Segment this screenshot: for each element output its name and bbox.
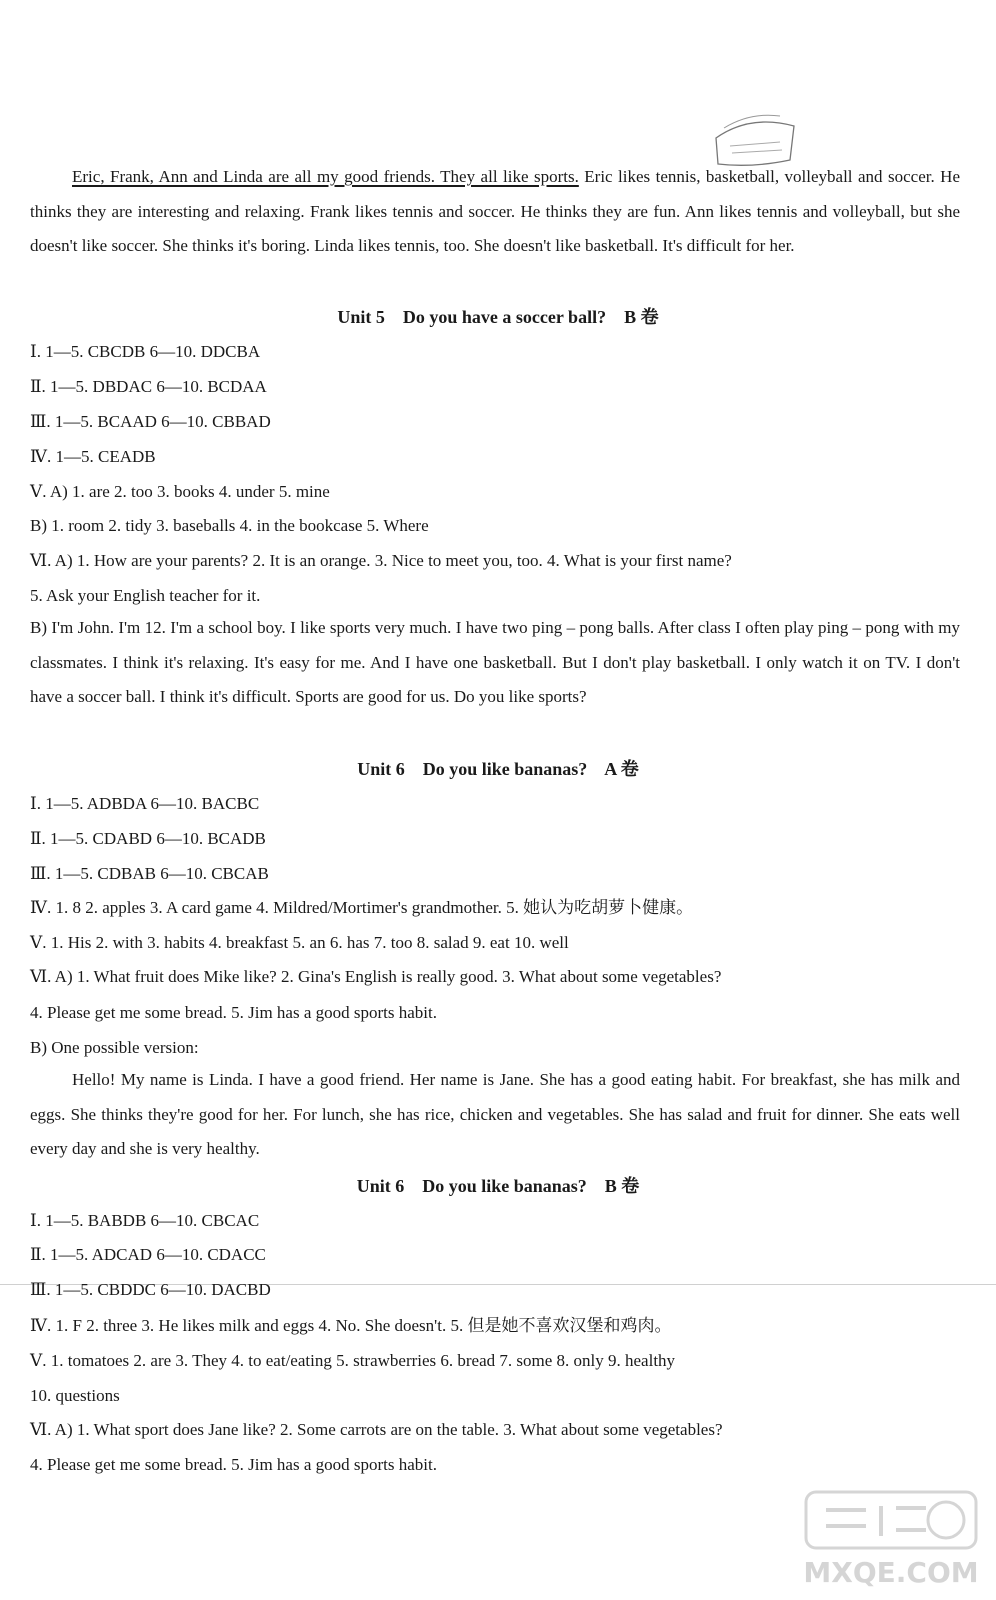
unit6a-heading: Unit 6 Do you like bananas? A 卷: [357, 759, 639, 779]
unit6a-line: B) One possible version:: [30, 1038, 199, 1057]
unit6b-line: 10. questions: [30, 1386, 120, 1405]
unit6a-line: Ⅴ. 1. His 2. with 3. habits 4. breakfast 5. an 6. has 7. too 8. salad 9. eat 10. well: [30, 933, 569, 952]
unit5b-line: Ⅵ. A) 1. How are your parents? 2. It is an orange. 3. Nice to meet you, too. 4. What is your first name?: [30, 551, 732, 570]
unit6a-line: Ⅳ. 1. 8 2. apples 3. A card game 4. Mildred/Mortimer's grandmother. 5. 她认为吃胡萝卜健康。: [30, 898, 694, 917]
unit6a-line: Ⅰ. 1—5. ADBDA 6—10. BACBC: [30, 794, 260, 813]
unit5b-line: B) 1. room 2. tidy 3. baseballs 4. in the bookcase 5. Where: [30, 516, 429, 535]
unit5b-line: Ⅳ. 1—5. CEADB: [30, 447, 156, 466]
unit5b-line: Ⅱ. 1—5. DBDAC 6—10. BCDAA: [30, 377, 267, 396]
unit5b-heading: Unit 5 Do you have a soccer ball? B 卷: [337, 307, 659, 327]
unit6b-line: Ⅴ. 1. tomatoes 2. are 3. They 4. to eat/eating 5. strawberries 6. bread 7. some 8. only 9. healthy: [30, 1351, 676, 1370]
unit6b-line: Ⅲ. 1—5. CBDDC 6—10. DACBD: [30, 1280, 271, 1299]
watermark-logo-icon: [796, 1486, 986, 1596]
unit6b-line: Ⅵ. A) 1. What sport does Jane like? 2. Some carrots are on the table. 3. What about some vegetables?: [30, 1420, 723, 1439]
unit6a-line: Ⅱ. 1—5. CDABD 6—10. BCADB: [30, 829, 266, 848]
unit6a-paragraph: Hello! My name is Linda. I have a good friend. Her name is Jane. She has a good eating habit. For breakfast, she has milk and eggs. She thinks they're good for her. For lunch, she has rice, chicken and vegetables. She has salad and fruit for dinner. She eats well every day and she is very healthy.: [30, 1070, 960, 1158]
unit5b-line: Ⅴ. A) 1. are 2. too 3. books 4. under 5. mine: [30, 482, 330, 501]
unit6a-line: Ⅲ. 1—5. CDBAB 6—10. CBCAB: [30, 864, 269, 883]
unit6a-line: 4. Please get me some bread. 5. Jim has a good sports habit.: [30, 1003, 437, 1022]
unit6b-line: Ⅳ. 1. F 2. three 3. He likes milk and eggs 4. No. She doesn't. 5. 但是她不喜欢汉堡和鸡肉。: [30, 1316, 672, 1335]
unit5b-line: 5. Ask your English teacher for it.: [30, 586, 261, 605]
unit6a-line: Ⅵ. A) 1. What fruit does Mike like? 2. Gina's English is really good. 3. What about some vegetables?: [30, 967, 722, 986]
intro-paragraph: [30, 160, 960, 264]
intro-rest: Eric likes tennis, basketball, volleyball and soccer. He thinks they are interesting and relaxing. Frank likes tennis and soccer. He thinks they are fun. Ann likes tennis and volleyball, but she doesn't like soccer. She thinks it's boring. Linda likes tennis, too. She doesn't like basketball. It's difficult for her.: [30, 167, 960, 255]
unit5b-line: Ⅲ. 1—5. BCAAD 6—10. CBBAD: [30, 412, 271, 431]
intro-underlined: Eric, Frank, Ann and Linda are all my good friends. They all like sports.: [72, 167, 579, 186]
unit5b-paragraph: B) I'm John. I'm 12. I'm a school boy. I like sports very much. I have two ping – pong balls. After class I often play ping – pong with my classmates. I think it's relaxing. It's easy for me. And I have one basketball. But I don't play basketball. I only watch it on TV. I don't have a soccer ball. I think it's difficult. Sports are good for us. Do you like sports?: [30, 618, 960, 706]
unit6b-line: Ⅰ. 1—5. BABDB 6—10. CBCAC: [30, 1211, 260, 1230]
svg-text:MXQE.COM: MXQE.COM: [803, 1556, 979, 1589]
unit6b-line: Ⅱ. 1—5. ADCAD 6—10. CDACC: [30, 1245, 266, 1264]
unit6b-line: 4. Please get me some bread. 5. Jim has a good sports habit.: [30, 1455, 437, 1474]
unit5b-line: Ⅰ. 1—5. CBCDB 6—10. DDCBA: [30, 342, 261, 361]
unit6b-heading: Unit 6 Do you like bananas? B 卷: [356, 1176, 640, 1196]
